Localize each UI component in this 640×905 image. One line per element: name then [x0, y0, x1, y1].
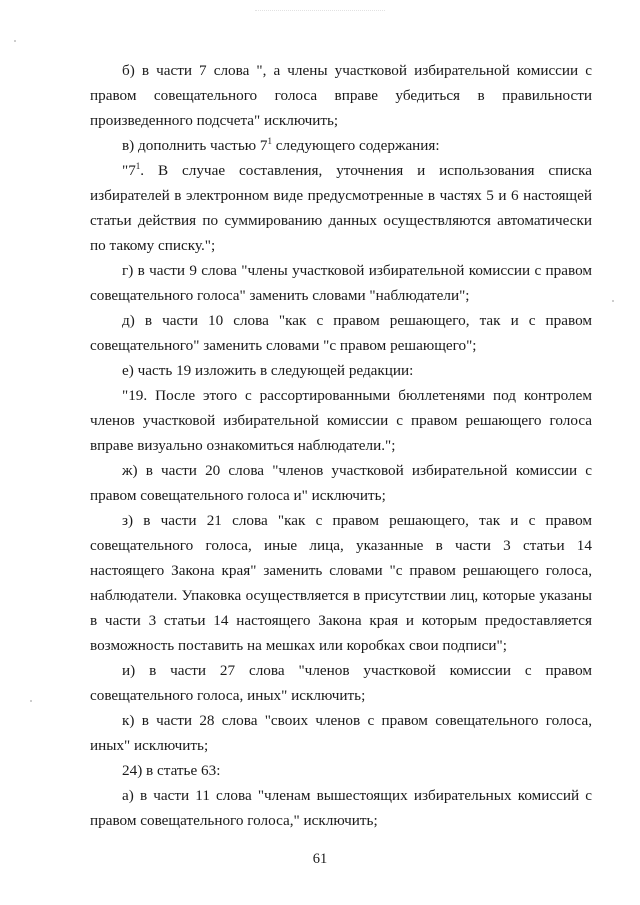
scan-artifact [255, 10, 385, 19]
paragraph-v-superscript: 1 [267, 136, 272, 146]
paragraph-v-text: в) дополнить частью 7 [122, 137, 268, 154]
document-body [90, 58, 592, 833]
paragraph-d: д) в части 10 слова "как с правом решающего, так и с правом совещательного" заменить словами "с правом решающего"; [90, 312, 592, 354]
scan-speck [30, 700, 32, 702]
page-number: 61 [312, 851, 328, 867]
paragraph-zh: ж) в части 20 слова "членов участковой избирательной комиссии с правом совещательного голоса и" исключить; [90, 462, 592, 504]
scan-speck [14, 40, 16, 42]
paragraph-e: е) часть 19 изложить в следующей редакции: [122, 362, 414, 379]
paragraph-a: а) в части 11 слова "членам вышестоящих избирательных комиссий с правом совещательного голоса," исключить; [90, 787, 592, 829]
paragraph-z: з) в части 21 слова "как с правом решающего, так и с правом совещательного голоса, иные лица, указанные в части 3 статьи 14 настоящего Закона края" заменить словами "с правом решающего голоса, наблюдатели. Упаковка осуществляется в присутствии лиц, которые указаны в части 3 статьи 14 настоящего Закона края и которым предоставляется возможность поставить на мешках или коробках свои подписи"; [90, 512, 592, 654]
paragraph-v-tail: следующего содержания: [271, 137, 440, 154]
paragraph-7-1 [90, 158, 592, 258]
paragraph-7-1-superscript: 1 [135, 161, 141, 171]
paragraph-b: б) в части 7 слова ", а члены участковой избирательной комиссии с правом совещательного голоса вправе убедиться в правильности произведенного подсчета" исключить; [90, 62, 592, 129]
paragraph-i: и) в части 27 слова "членов участковой комиссии с правом совещательного голоса, иных" исключить; [90, 662, 592, 704]
paragraph-g: г) в части 9 слова "члены участковой избирательной комиссии с правом совещательного голоса" заменить словами "наблюдатели"; [90, 262, 592, 304]
paragraph-7-1-lead: "7 [122, 162, 136, 179]
paragraph-k: к) в части 28 слова "своих членов с правом совещательного голоса, иных" исключить; [90, 712, 592, 754]
paragraph-7-1-text: . В случае составления, уточнения и использования списка избирателей в электронном виде предусмотренные в частях 5 и 6 настоящей статьи действия по суммированию данных осуществляются автоматически по такому списку."; [90, 162, 592, 254]
paragraph-24: 24) в статье 63: [122, 762, 221, 779]
scan-speck [612, 300, 614, 302]
paragraph-19: "19. После этого с рассортированными бюллетенями под контролем членов участковой избирательной комиссии с правом решающего голоса вправе визуально ознакомиться наблюдатели."; [90, 387, 592, 454]
paragraph-v [90, 133, 592, 158]
